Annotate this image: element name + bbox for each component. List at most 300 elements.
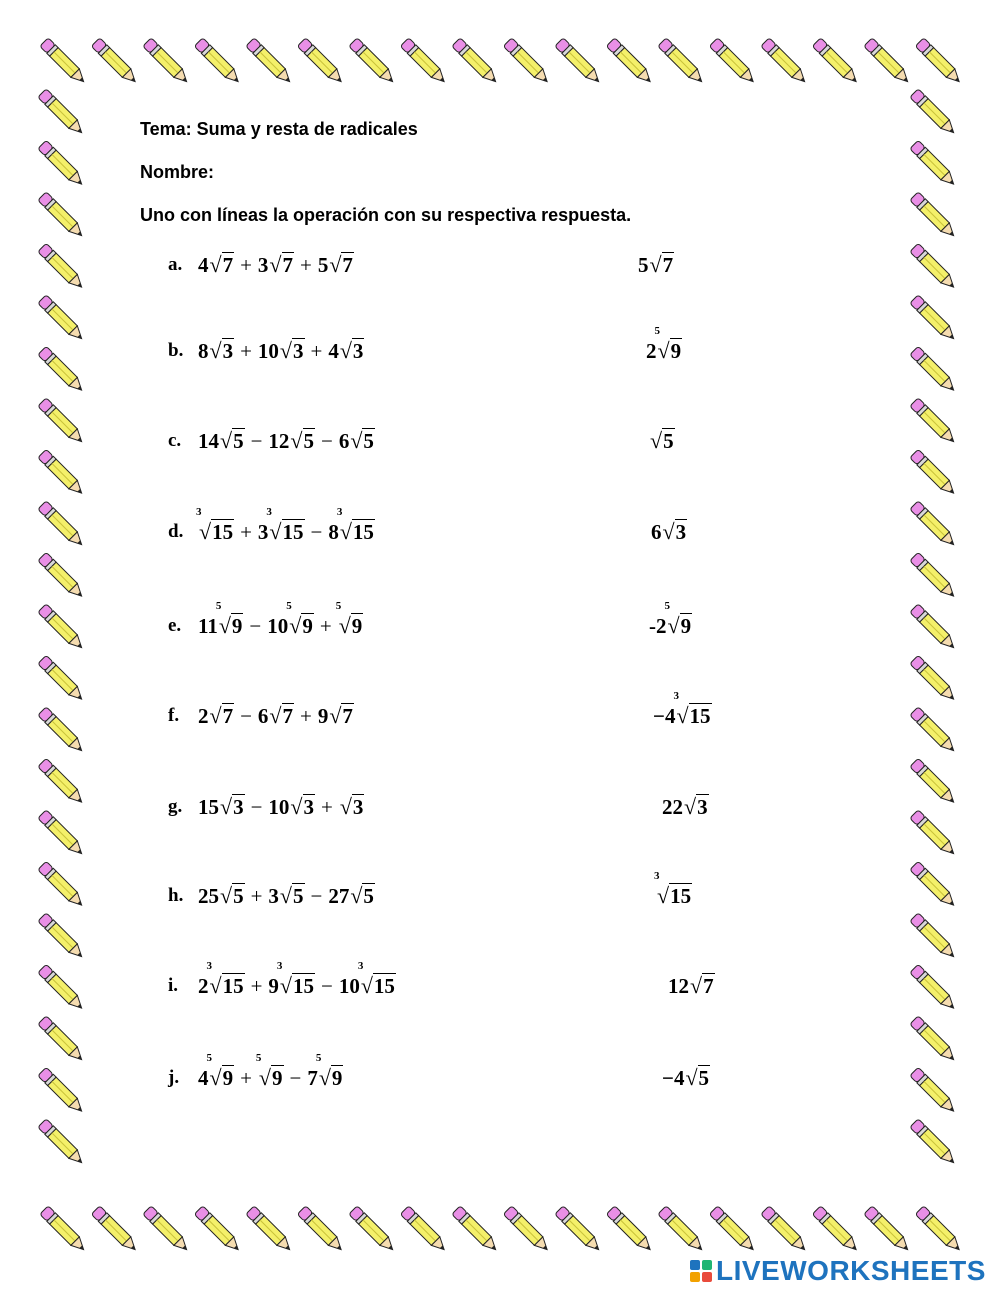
pencil-icon	[910, 655, 958, 703]
root-symbol-icon: √	[360, 973, 373, 998]
coefficient: 9	[268, 974, 279, 998]
exercise-expression[interactable]	[198, 703, 354, 729]
root-symbol-icon: √	[339, 794, 352, 819]
root-symbol-icon: √	[269, 519, 282, 544]
pencil-icon	[400, 38, 448, 86]
radicand: 3	[352, 339, 364, 363]
pencil-icon	[709, 1206, 757, 1254]
radicand: 7	[342, 253, 353, 277]
radical-index: 5	[255, 1052, 262, 1064]
pencil-icon	[503, 1206, 551, 1254]
pencil-icon	[349, 1206, 397, 1254]
radicand: 3	[697, 795, 708, 819]
radicand: 9	[302, 614, 313, 638]
radical	[215, 600, 244, 639]
radical	[650, 252, 675, 278]
radical	[673, 690, 711, 729]
pencil-icon	[38, 243, 86, 291]
pencil-icon	[38, 140, 86, 188]
radicand: 7	[222, 704, 234, 728]
pencil-icon	[910, 1067, 958, 1115]
root-symbol-icon: √	[684, 794, 697, 819]
pencil-icon	[910, 964, 958, 1012]
root-symbol-icon: √	[258, 1065, 271, 1090]
operator: +	[240, 253, 252, 277]
coefficient: 5	[317, 253, 329, 277]
pencil-icon	[38, 758, 86, 806]
pencil-icon	[910, 861, 958, 909]
root-symbol-icon: √	[209, 252, 222, 277]
radical	[664, 600, 693, 639]
coefficient: 3	[257, 253, 269, 277]
root-symbol-icon: √	[662, 519, 675, 544]
answer-option[interactable]	[638, 252, 674, 278]
pencil-icon	[709, 38, 757, 86]
answer-coefficient: -2	[649, 614, 667, 638]
operator: −	[321, 429, 333, 453]
radical	[210, 703, 235, 729]
radical	[255, 1052, 284, 1091]
root-symbol-icon: √	[209, 338, 222, 363]
root-symbol-icon: √	[657, 883, 670, 908]
radicand: 9	[222, 1066, 234, 1090]
pencil-icon	[38, 1016, 86, 1064]
pencil-icon	[812, 1206, 860, 1254]
root-symbol-icon: √	[657, 338, 670, 363]
radical	[329, 703, 354, 729]
operator: −	[310, 884, 323, 908]
radical-index: 5	[654, 325, 660, 337]
coefficient: 9	[317, 704, 329, 728]
radical-index: 5	[215, 600, 222, 612]
exercise-expression[interactable]	[198, 600, 363, 639]
pencil-icon	[910, 1016, 958, 1064]
coefficient: 4	[198, 253, 209, 277]
exercise-expression[interactable]	[198, 883, 375, 909]
coefficient: 8	[198, 339, 209, 363]
operator: −	[250, 429, 263, 453]
radicand: 7	[222, 253, 234, 277]
operator: +	[240, 339, 252, 363]
answer-option[interactable]	[654, 870, 692, 909]
radical	[654, 325, 683, 364]
exercise-label: g.	[168, 796, 183, 817]
radical-index: 3	[266, 506, 272, 518]
radical	[266, 506, 304, 545]
pencil-icon	[38, 861, 86, 909]
operator: +	[240, 1066, 252, 1090]
root-symbol-icon: √	[290, 428, 303, 453]
pencil-icon	[658, 38, 706, 86]
root-symbol-icon: √	[220, 883, 233, 908]
radical	[350, 428, 375, 454]
radical-index: 3	[196, 506, 202, 518]
pencil-icon	[38, 964, 86, 1012]
answer-option[interactable]	[651, 519, 687, 545]
radical	[335, 600, 364, 639]
coefficient: 7	[307, 1066, 318, 1090]
coefficient: 10	[257, 339, 279, 363]
radicand: 5	[293, 884, 304, 908]
pencil-icon	[658, 1206, 706, 1254]
root-symbol-icon: √	[329, 703, 342, 728]
root-symbol-icon: √	[199, 519, 212, 544]
root-symbol-icon: √	[650, 428, 663, 453]
pencil-icon	[915, 1206, 963, 1254]
exercise-expression[interactable]	[196, 506, 375, 545]
root-symbol-icon: √	[318, 1065, 331, 1090]
radicand: 7	[703, 974, 714, 998]
radical	[210, 338, 235, 364]
name-label: Nombre:	[140, 162, 215, 182]
root-symbol-icon: √	[350, 883, 363, 908]
pencil-icon	[38, 1067, 86, 1115]
pencil-icon	[400, 1206, 448, 1254]
operator: −	[240, 704, 252, 728]
liveworksheets-logo-icon	[690, 1260, 712, 1282]
coefficient: 27	[328, 884, 350, 908]
pencil-icon	[246, 1206, 294, 1254]
root-symbol-icon: √	[279, 883, 292, 908]
root-symbol-icon: √	[685, 1065, 698, 1090]
operator: −	[250, 795, 263, 819]
root-symbol-icon: √	[667, 613, 680, 638]
answer-coefficient: 2	[646, 339, 657, 363]
coefficient: 25	[198, 884, 219, 908]
operator: +	[321, 795, 333, 819]
radical-index: 3	[336, 506, 343, 518]
root-symbol-icon: √	[676, 703, 689, 728]
pencil-icon	[910, 552, 958, 600]
operator: +	[300, 253, 312, 277]
radicand: 5	[233, 884, 244, 908]
radical	[663, 519, 688, 545]
root-symbol-icon: √	[329, 252, 342, 277]
radicand: 15	[282, 520, 304, 544]
radicand: 3	[293, 339, 304, 363]
pencil-icon	[606, 1206, 654, 1254]
pencil-icon	[349, 38, 397, 86]
pencil-icon	[38, 449, 86, 497]
exercise-label: a.	[168, 254, 183, 275]
radical-index: 3	[654, 870, 660, 882]
root-symbol-icon: √	[209, 703, 222, 728]
pencil-icon	[910, 1119, 958, 1167]
radical	[315, 1052, 344, 1091]
operator: +	[300, 704, 312, 728]
radicand: 3	[675, 520, 687, 544]
pencil-icon	[910, 913, 958, 961]
coefficient: 4	[198, 1066, 209, 1090]
radicand: 5	[363, 429, 374, 453]
radicand: 5	[363, 884, 374, 908]
radical	[357, 960, 396, 999]
root-symbol-icon: √	[289, 613, 302, 638]
pencil-icon	[910, 89, 958, 137]
radical	[340, 338, 365, 364]
pencil-icon	[91, 1206, 139, 1254]
answer-coefficient: 22	[662, 795, 683, 819]
exercise-label: f.	[168, 705, 180, 726]
radical	[286, 600, 314, 639]
radical	[276, 960, 315, 999]
radical	[350, 883, 375, 909]
operator: +	[310, 339, 323, 363]
radicand: 7	[282, 704, 293, 728]
coefficient: 3	[268, 884, 279, 908]
pencil-icon	[606, 38, 654, 86]
pencil-icon	[761, 38, 809, 86]
radical-index: 5	[315, 1052, 322, 1064]
liveworksheets-brand	[690, 1254, 986, 1288]
coefficient: 2	[198, 974, 209, 998]
exercise-label: d.	[168, 521, 184, 542]
pencil-icon	[38, 89, 86, 137]
pencil-icon	[40, 38, 88, 86]
coefficient: 3	[257, 520, 269, 544]
radical	[340, 794, 365, 820]
coefficient: 10	[338, 974, 360, 998]
answer-option[interactable]	[653, 690, 712, 729]
pencil-icon	[503, 38, 551, 86]
radicand: 9	[331, 1066, 343, 1090]
radicand: 9	[231, 614, 243, 638]
radical	[280, 338, 305, 364]
radicand: 7	[282, 253, 293, 277]
pencil-icon	[38, 295, 86, 343]
radical	[690, 973, 715, 999]
exercise-expression[interactable]	[198, 1052, 343, 1091]
coefficient: 6	[257, 704, 269, 728]
root-symbol-icon: √	[269, 252, 282, 277]
pencil-icon	[38, 810, 86, 858]
pencil-icon	[38, 501, 86, 549]
answer-coefficient: 5	[638, 253, 649, 277]
pencil-icon	[761, 1206, 809, 1254]
radicand: 3	[222, 339, 234, 363]
root-symbol-icon: √	[220, 794, 233, 819]
radicand: 7	[662, 253, 674, 277]
pencil-icon	[91, 38, 139, 86]
coefficient: 4	[328, 339, 339, 363]
exercise-label: i.	[168, 975, 179, 996]
radicand: 15	[222, 974, 244, 998]
pencil-icon	[38, 707, 86, 755]
pencil-icon	[555, 1206, 603, 1254]
radicand: 9	[272, 1066, 283, 1090]
coefficient: 11	[198, 614, 218, 638]
root-symbol-icon: √	[649, 252, 662, 277]
radical-index: 5	[664, 600, 670, 612]
pencil-icon	[910, 398, 958, 446]
pencil-icon	[452, 1206, 500, 1254]
radicand: 3	[233, 795, 244, 819]
radicand: 15	[352, 520, 374, 544]
radicand: 5	[663, 429, 674, 453]
radicand: 15	[212, 520, 234, 544]
radical	[269, 252, 294, 278]
pencil-icon	[910, 140, 958, 188]
pencil-icon	[812, 38, 860, 86]
exercise-label: j.	[168, 1067, 180, 1088]
pencil-icon	[38, 398, 86, 446]
radical-index: 5	[286, 600, 292, 612]
exercise-expression[interactable]	[198, 428, 375, 454]
radical-index: 3	[206, 960, 212, 972]
radical	[685, 1065, 710, 1091]
radical-index: 3	[673, 690, 679, 702]
exercise-expression[interactable]	[198, 960, 396, 999]
pencil-icon	[38, 346, 86, 394]
topic-heading: Tema: Suma y resta de radicales	[140, 119, 418, 139]
radical	[290, 794, 315, 820]
radicand: 7	[342, 704, 353, 728]
pencil-icon	[452, 38, 500, 86]
radical	[650, 428, 675, 454]
pencil-icon	[910, 758, 958, 806]
radical	[654, 870, 692, 909]
coefficient: 14	[198, 429, 219, 453]
pencil-icon	[910, 243, 958, 291]
radicand: 3	[352, 795, 364, 819]
root-symbol-icon: √	[339, 338, 352, 363]
radicand: 15	[670, 884, 692, 908]
pencil-icon	[910, 810, 958, 858]
answer-option[interactable]	[662, 1065, 710, 1091]
pencil-icon	[910, 295, 958, 343]
pencil-icon	[910, 346, 958, 394]
operator: +	[240, 520, 252, 544]
pencil-icon	[910, 707, 958, 755]
root-symbol-icon: √	[209, 1065, 222, 1090]
root-symbol-icon: √	[279, 973, 292, 998]
exercise-expression[interactable]	[198, 252, 354, 278]
radical-index: 5	[335, 600, 342, 612]
exercise-label: b.	[168, 340, 184, 361]
root-symbol-icon: √	[690, 973, 703, 998]
exercise-label: h.	[168, 885, 184, 906]
root-symbol-icon: √	[350, 428, 363, 453]
pencil-icon	[910, 449, 958, 497]
radicand: 15	[293, 974, 314, 998]
pencil-icon	[555, 38, 603, 86]
root-symbol-icon: √	[338, 613, 351, 638]
radical	[280, 883, 305, 909]
operator: −	[310, 520, 323, 544]
radicand: 9	[680, 614, 692, 638]
operator: +	[250, 974, 263, 998]
radical	[290, 428, 315, 454]
answer-coefficient: 6	[651, 520, 662, 544]
exercise-label: e.	[168, 615, 182, 636]
pencil-icon	[246, 38, 294, 86]
answer-option[interactable]	[646, 325, 682, 364]
radical-index: 3	[276, 960, 283, 972]
answer-coefficient: 12	[668, 974, 689, 998]
radicand: 9	[670, 339, 682, 363]
radical	[220, 794, 245, 820]
radical	[336, 506, 375, 545]
radicand: 15	[373, 974, 395, 998]
root-symbol-icon: √	[290, 794, 303, 819]
pencil-icon	[38, 1119, 86, 1167]
pencil-icon	[143, 38, 191, 86]
radicand: 9	[351, 614, 363, 638]
radical-index: 3	[357, 960, 364, 972]
pencil-icon	[864, 1206, 912, 1254]
answer-option[interactable]	[662, 794, 709, 820]
root-symbol-icon: √	[279, 338, 292, 363]
radical	[220, 428, 245, 454]
pencil-icon	[910, 501, 958, 549]
radical	[196, 506, 234, 545]
operator: −	[321, 974, 333, 998]
root-symbol-icon: √	[220, 428, 233, 453]
coefficient: 8	[328, 520, 339, 544]
root-symbol-icon: √	[269, 703, 282, 728]
coefficient: 12	[268, 429, 290, 453]
pencil-icon	[38, 604, 86, 652]
radicand: 5	[698, 1066, 710, 1090]
exercise-expression[interactable]	[198, 338, 364, 364]
coefficient: 10	[267, 614, 289, 638]
answer-option[interactable]	[668, 973, 715, 999]
pencil-icon	[38, 192, 86, 240]
pencil-icon	[38, 655, 86, 703]
radical	[206, 1052, 235, 1091]
operator: −	[249, 614, 262, 638]
pencil-icon	[194, 38, 242, 86]
answer-coefficient: −4	[662, 1066, 685, 1090]
radical	[220, 883, 245, 909]
radical-index: 5	[206, 1052, 212, 1064]
radical	[269, 703, 294, 729]
pencil-icon	[40, 1206, 88, 1254]
pencil-icon	[38, 552, 86, 600]
pencil-icon	[297, 38, 345, 86]
coefficient: 2	[198, 704, 209, 728]
radical	[684, 794, 709, 820]
coefficient: 15	[198, 795, 219, 819]
radicand: 5	[233, 429, 244, 453]
pencil-icon	[915, 38, 963, 86]
pencil-icon	[864, 38, 912, 86]
operator: +	[250, 884, 263, 908]
answer-option[interactable]	[649, 600, 692, 639]
brand-name: LIVEWORKSHEETS	[716, 1255, 986, 1286]
root-symbol-icon: √	[218, 613, 231, 638]
answer-option[interactable]	[649, 428, 675, 454]
radicand: 5	[303, 429, 314, 453]
operator: −	[289, 1066, 302, 1090]
radical	[329, 252, 354, 278]
radicand: 3	[303, 795, 314, 819]
radicand: 15	[689, 704, 711, 728]
exercise-expression[interactable]	[198, 794, 364, 820]
root-symbol-icon: √	[339, 519, 352, 544]
radical	[206, 960, 245, 999]
root-symbol-icon: √	[209, 973, 222, 998]
pencil-icon	[38, 913, 86, 961]
pencil-icon	[297, 1206, 345, 1254]
pencil-icon	[910, 604, 958, 652]
answer-coefficient: −4	[653, 704, 676, 728]
pencil-icon	[194, 1206, 242, 1254]
pencil-icon	[910, 192, 958, 240]
exercise-label: c.	[168, 430, 182, 451]
radical	[210, 252, 235, 278]
coefficient: 6	[338, 429, 350, 453]
